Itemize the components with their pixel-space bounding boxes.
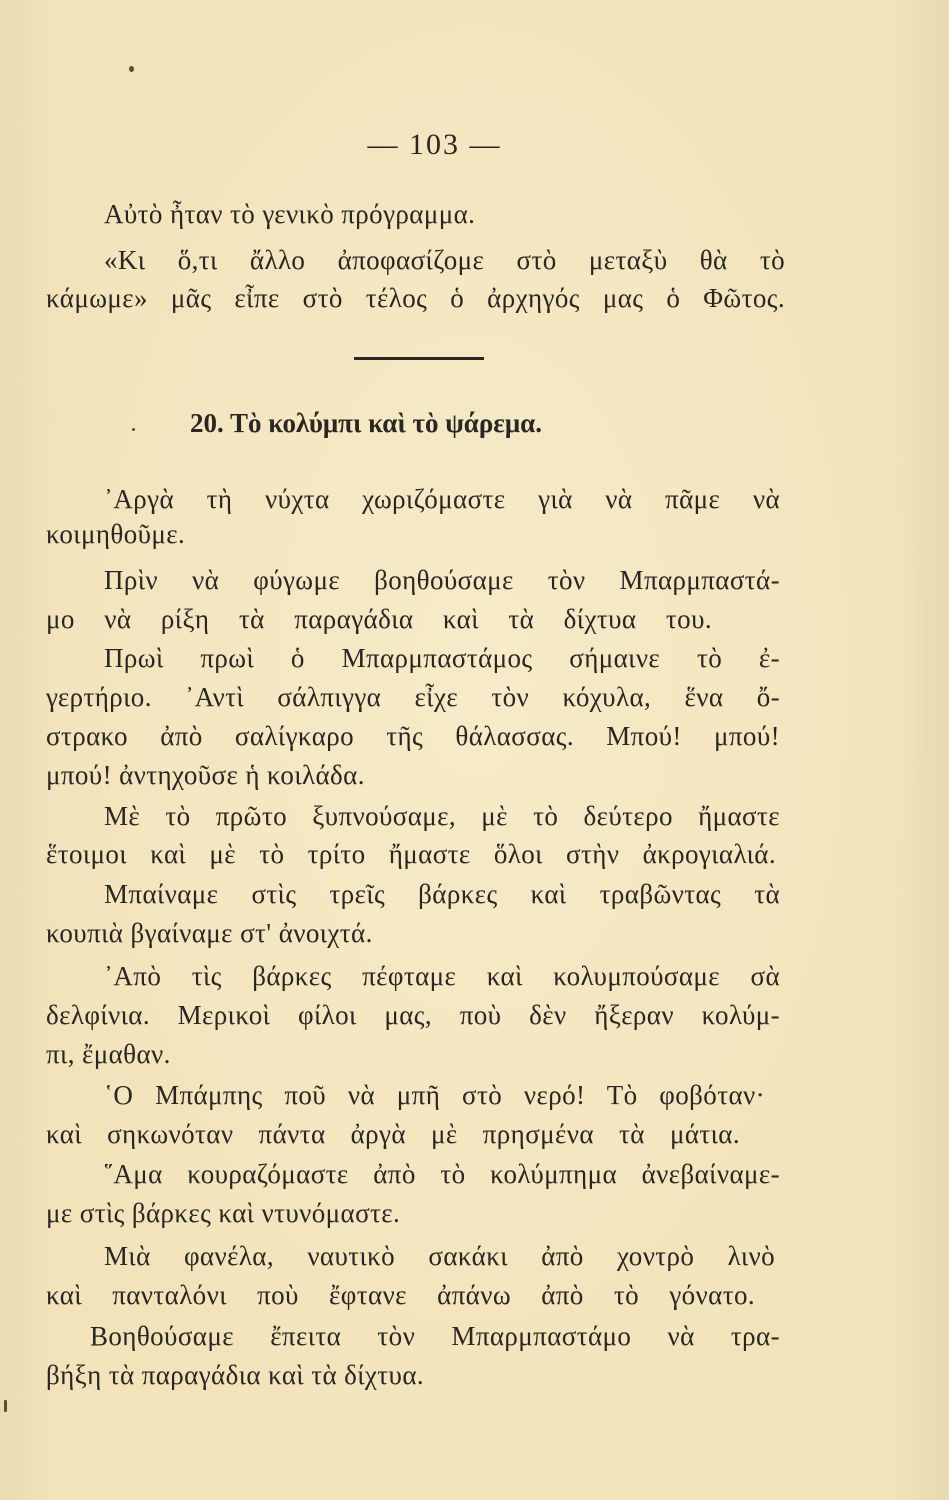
section-heading: 20. Τὸ κολύμπι καὶ τὸ ψάρεμα. [190, 408, 542, 438]
text-line: πι, ἔμαθαν. [46, 1039, 171, 1069]
text-line: Αὐτὸ ἦταν τὸ γενικὸ πρόγραμμα. [104, 199, 476, 229]
text-line: ἕτοιμοι καὶ μὲ τὸ τρίτο ἤμαστε ὅλοι στὴν ἀκρογιαλιά. [46, 839, 776, 869]
text-line: κάμωμε» μᾶς εἶπε στὸ τέλος ὁ ἀρχηγός μας ὁ Φῶτος. [46, 283, 785, 313]
text-line: δελφίνια. Μερικοὶ φίλοι μας, ποὺ δὲν ἤξεραν κολύμ- [46, 1000, 780, 1030]
text-line: στρακο ἀπὸ σαλίγκαρο τῆς θάλασσας. Μπού! μπού! [46, 721, 780, 751]
text-line: κουπιὰ βγαίναμε στ' ἀνοιχτά. [46, 918, 373, 948]
text-line: μο νὰ ρίξη τὰ παραγάδια καὶ τὰ δίχτυα του. [46, 604, 712, 634]
section-divider [354, 357, 484, 360]
text-line: Βοηθούσαμε ἔπειτα τὸν Μπαρμπαστάμο νὰ τρα- [90, 1321, 780, 1351]
text-line: Πρὶν νὰ φύγωμε βοηθούσαμε τὸν Μπαρμπαστά- [104, 565, 780, 595]
ink-speck [129, 66, 134, 72]
page-number: — 103 — [367, 128, 502, 161]
text-line: «Κι ὅ,τι ἄλλο ἀποφασίζομε στὸ μεταξὺ θὰ τὸ [104, 245, 785, 275]
text-line: βήξη τὰ παραγάδια καὶ τὰ δίχτυα. [46, 1360, 425, 1390]
text-line: με στὶς βάρκες καὶ ντυνόμαστε. [46, 1198, 401, 1228]
text-line: καὶ σηκωνόταν πάντα ἀργὰ μὲ πρησμένα τὰ μάτια. [46, 1119, 740, 1149]
text-line: ῞Αμα κουραζόμαστε ἀπὸ τὸ κολύμπημα ἀνεβαίναμε- [104, 1159, 780, 1189]
text-line: ᾿Αργὰ τὴ νύχτα χωριζόμαστε γιὰ νὰ πᾶμε νὰ [104, 484, 780, 514]
ink-speck [132, 428, 135, 431]
text-line: ῾Ο Μπάμπης ποῦ νὰ μπῆ στὸ νερό! Τὸ φοβόταν· [104, 1080, 765, 1110]
text-line: μπού! ἀντηχοῦσε ἡ κοιλάδα. [46, 760, 365, 790]
text-line: γερτήριο. ᾿Αντὶ σάλπιγγα εἶχε τὸν κόχυλα, ἕνα ὄ- [46, 682, 780, 712]
text-line: κοιμηθοῦμε. [46, 519, 186, 549]
text-line: Μιὰ φανέλα, ναυτικὸ σακάκι ἀπὸ χοντρὸ λινὸ [104, 1241, 775, 1271]
ink-speck [4, 1400, 7, 1412]
text-line: Μὲ τὸ πρῶτο ξυπνούσαμε, μὲ τὸ δεύτερο ἤμαστε [104, 801, 780, 831]
text-line: Πρωὶ πρωὶ ὁ Μπαρμπαστάμος σήμαινε τὸ ἐ- [104, 643, 780, 673]
text-line: Μπαίναμε στὶς τρεῖς βάρκες καὶ τραβῶντας τὰ [104, 879, 780, 909]
text-line: καὶ πανταλόνι ποὺ ἔφτανε ἀπάνω ἀπὸ τὸ γόνατο. [46, 1280, 755, 1310]
text-line: ᾿Απὸ τὶς βάρκες πέφταμε καὶ κολυμπούσαμε σὰ [104, 961, 780, 991]
